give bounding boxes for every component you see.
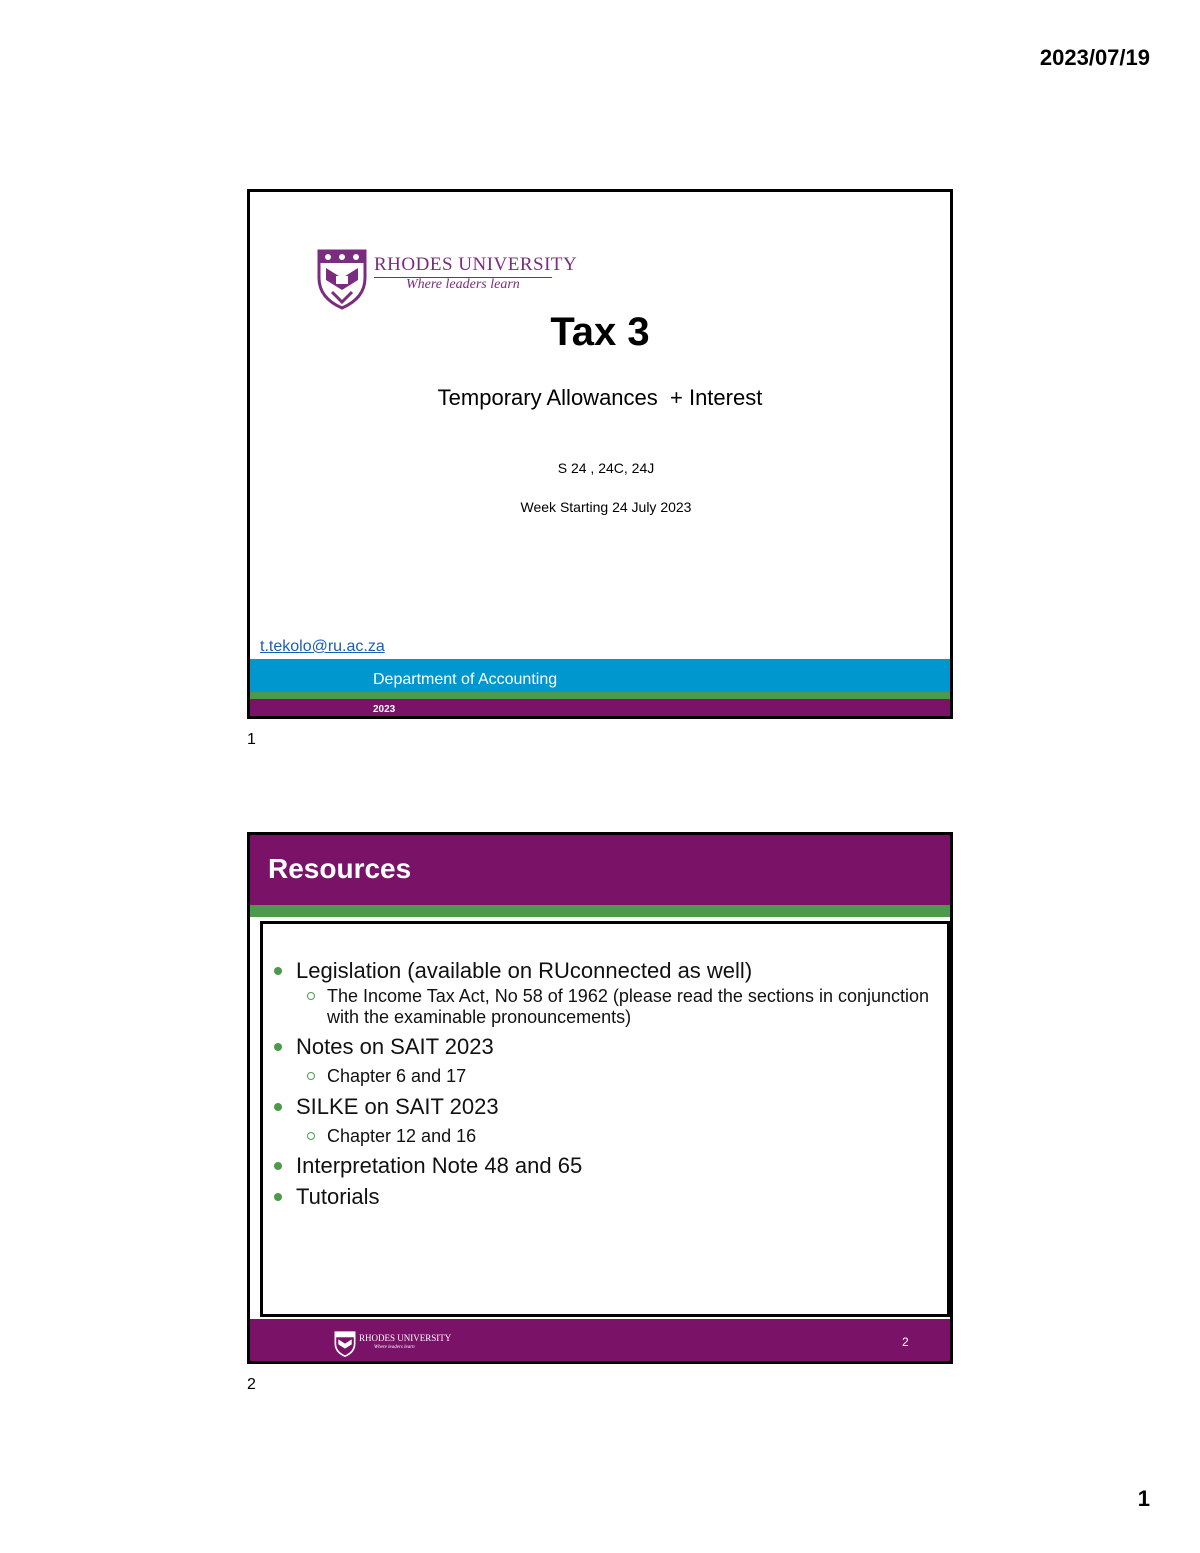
slide-number: 2 (902, 1335, 909, 1349)
logo-name: RHODES UNIVERSITY (374, 254, 578, 275)
green-band (250, 692, 950, 699)
rhodes-university-logo (316, 248, 578, 310)
university-crest-icon (334, 1331, 356, 1357)
slide-title: Resources (268, 853, 412, 884)
footer-logo-name: RHODES UNIVERSITY (359, 1333, 452, 1343)
purple-band (250, 699, 950, 719)
university-crest-icon (316, 248, 368, 310)
email-link[interactable]: t.tekolo@ru.ac.za (260, 638, 385, 655)
sections-label: S 24 , 24C, 24J (557, 460, 655, 476)
content-box (260, 921, 950, 1317)
logo-tagline: Where leaders learn (406, 277, 520, 292)
list-item: Tutorials (271, 1182, 931, 1212)
footer-logo-tagline: Where leaders learn (374, 1345, 415, 1350)
slide-1 (247, 189, 953, 719)
slide-footer (250, 1319, 950, 1364)
page-date: 2023/07/19 (1039, 45, 1150, 70)
year-label: 2023 (373, 704, 396, 715)
list-item: Interpretation Note 48 and 65 (271, 1151, 931, 1181)
green-band (250, 905, 950, 917)
resource-list (271, 956, 931, 1212)
department-label: Department of Accounting (373, 671, 558, 688)
list-item: SILKE on SAIT 2023 (271, 1092, 931, 1122)
slide-title: Tax 3 (550, 310, 650, 354)
slide-subtitle: Temporary Allowances + Interest (437, 385, 763, 410)
sub-list-item: The Income Tax Act, No 58 of 1962 (please read the sections in conjunction with the examinable pronouncements) (271, 986, 931, 1028)
list-item: Notes on SAIT 2023 (271, 1032, 931, 1062)
blue-band (250, 659, 950, 692)
sub-list-item: Chapter 12 and 16 (271, 1126, 931, 1147)
sub-list-item: Chapter 6 and 17 (271, 1066, 931, 1087)
list-item: Legislation (available on RUconnected as well) (271, 956, 931, 986)
page-number: 1 (1137, 1486, 1150, 1511)
slide-1-index: 1 (247, 731, 256, 748)
week-label: Week Starting 24 July 2023 (520, 499, 692, 515)
slide-2 (247, 832, 953, 1364)
slide-2-index: 2 (247, 1376, 256, 1393)
footer-logo (334, 1331, 464, 1359)
